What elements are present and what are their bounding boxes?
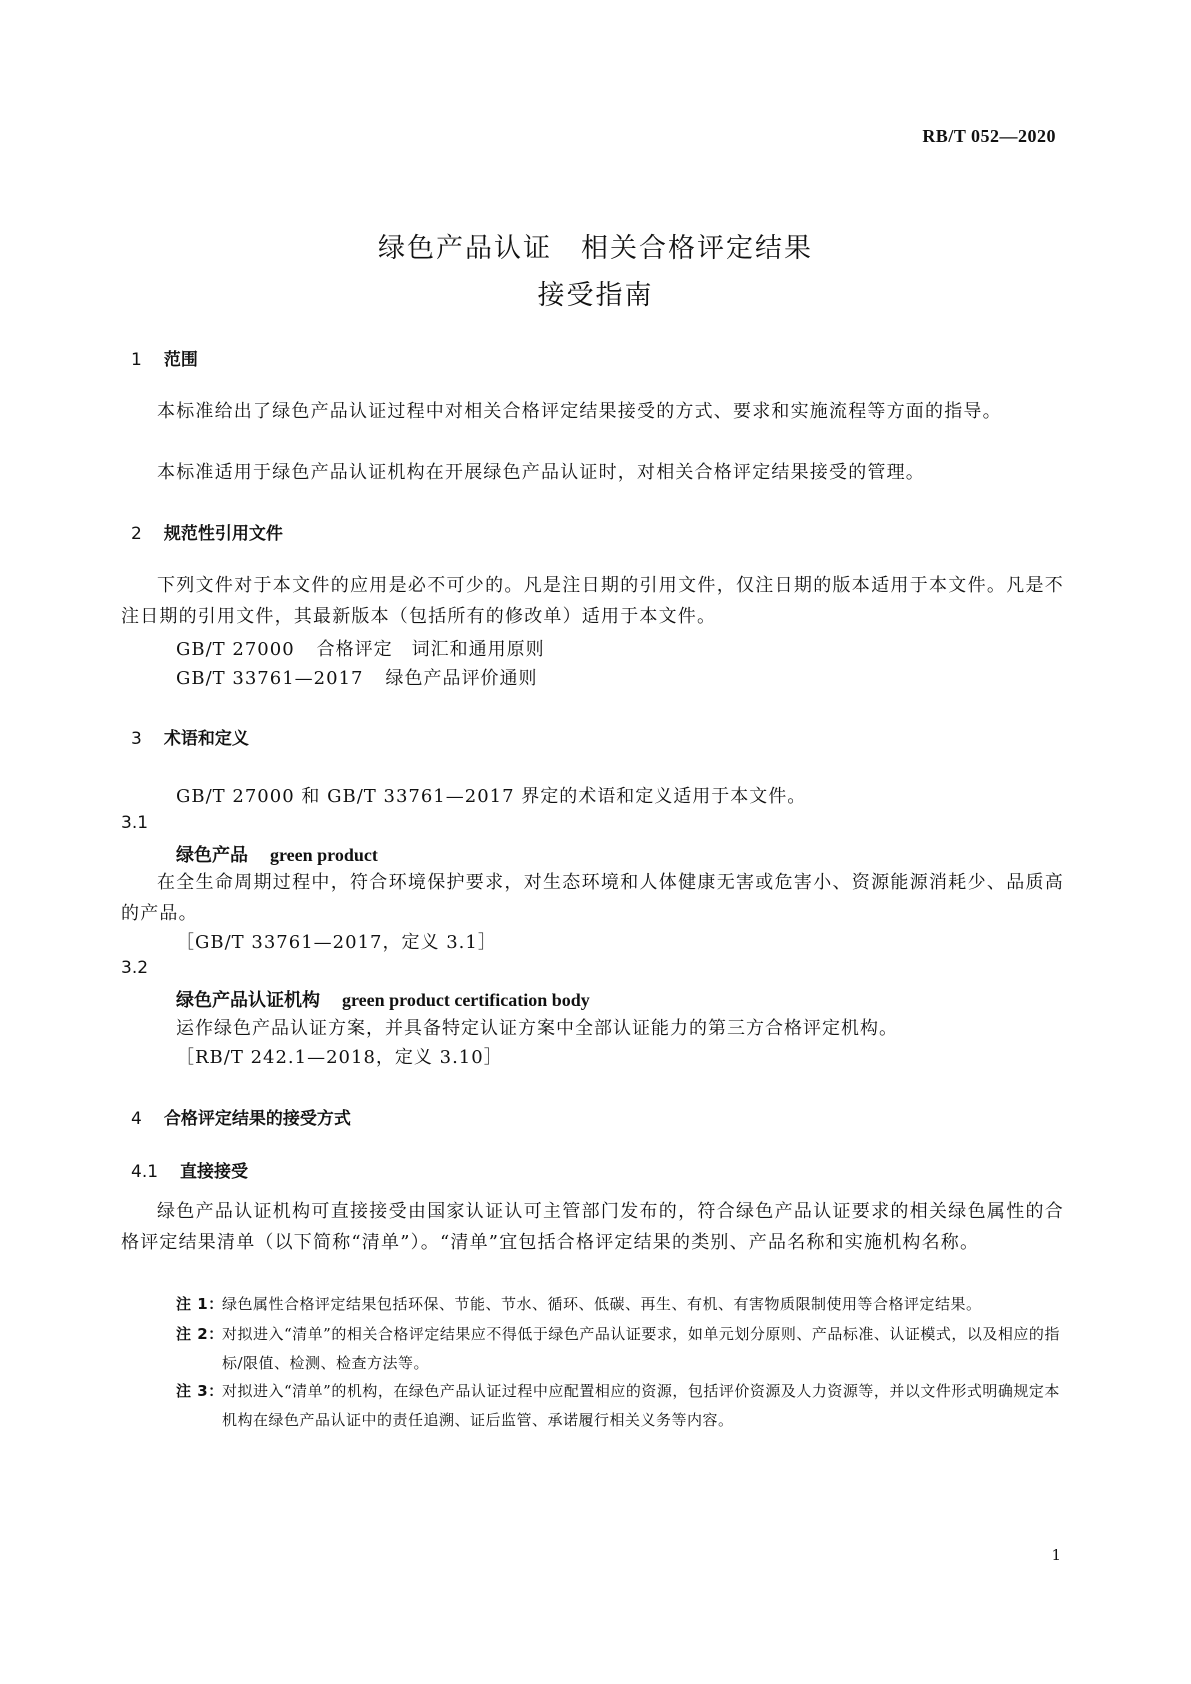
note-text: 对拟进入“清单”的机构，在绿色产品认证过程中应配置相应的资源，包括评价资源及人力资源等，并以文件形式明确规定本机构在绿色产品认证中的责任追溯、证后监管、承诺履行相关义务等内容。 (222, 1382, 1060, 1429)
note-item (176, 1290, 1060, 1319)
section-3-heading (131, 724, 249, 749)
note-text: 绿色属性合格评定结果包括环保、节能、节水、循环、低碳、再生、有机、有害物质限制使用等合格评定结果。 (222, 1295, 982, 1313)
note-label: 注 3： (176, 1382, 224, 1400)
term-zh: 绿色产品认证机构 (176, 990, 320, 1011)
section-title: 范围 (163, 350, 198, 370)
subsection-number: 4.1 (131, 1162, 159, 1182)
standard-number: RB/T 052—2020 (922, 126, 1056, 146)
section-number: 2 (131, 524, 142, 544)
term-source: ［GB/T 33761—2017，定义 3.1］ (176, 932, 497, 953)
paragraph: 绿色产品认证机构可直接接受由国家认证认可主管部门发布的，符合绿色产品认证要求的相关绿色属性的合格评定结果清单（以下简称“清单”）。“清单”宜包括合格评定结果的类别、产品名称和实施机构名称。 (121, 1201, 1064, 1253)
section-title: 合格评定结果的接受方式 (163, 1109, 351, 1129)
reference-item (176, 664, 537, 690)
note-label: 注 1： (176, 1295, 224, 1313)
document-title-line2: 接受指南 (537, 280, 654, 311)
section-title: 规范性引用文件 (163, 524, 283, 544)
term-number: 3.2 (121, 958, 149, 978)
section-1-heading (131, 345, 198, 370)
section-title: 术语和定义 (163, 729, 249, 749)
term-number: 3.1 (121, 813, 149, 833)
subsection-4-1-heading (131, 1157, 248, 1182)
term-heading (176, 841, 378, 867)
paragraph: 下列文件对于本文件的应用是必不可少的。凡是注日期的引用文件，仅注日期的版本适用于本文件。凡是不注日期的引用文件，其最新版本（包括所有的修改单）适用于本文件。 (121, 575, 1064, 627)
note-text: 对拟进入“清单”的相关合格评定结果应不得低于绿色产品认证要求，如单元划分原则、产品标准、认证模式，以及相应的指标/限值、检测、检查方法等。 (222, 1325, 1060, 1372)
paragraph: 本标准适用于绿色产品认证机构在开展绿色产品认证时，对相关合格评定结果接受的管理。 (157, 462, 925, 483)
document-title-line1: 绿色产品认证 相关合格评定结果 (378, 233, 813, 264)
note-label: 注 2： (176, 1325, 224, 1343)
section-number: 3 (131, 729, 142, 749)
term-source: ［RB/T 242.1—2018，定义 3.10］ (176, 1047, 503, 1068)
note-item (176, 1320, 1060, 1378)
section-number: 4 (131, 1109, 142, 1129)
reference-title: 绿色产品评价通则 (385, 668, 538, 689)
term-en: green product certification body (342, 990, 590, 1010)
term-definition: 在全生命周期过程中，符合环境保护要求，对生态环境和人体健康无害或危害小、资源能源消耗少、品质高的产品。 (121, 872, 1064, 924)
reference-code: GB/T 33761—2017 (176, 668, 364, 689)
subsection-title: 直接接受 (180, 1162, 249, 1182)
term-definition: 运作绿色产品认证方案，并具备特定认证方案中全部认证能力的第三方合格评定机构。 (176, 1018, 898, 1039)
reference-title: 合格评定 词汇和通用原则 (316, 639, 545, 660)
paragraph: 本标准给出了绿色产品认证过程中对相关合格评定结果接受的方式、要求和实施流程等方面的指导。 (157, 401, 1002, 422)
note-item (176, 1377, 1060, 1435)
section-2-heading (131, 519, 283, 544)
term-heading (176, 986, 590, 1012)
reference-code: GB/T 27000 (176, 639, 295, 660)
paragraph: GB/T 27000 和 GB/T 33761—2017 界定的术语和定义适用于本文件。 (176, 786, 807, 807)
term-en: green product (270, 845, 378, 865)
reference-item (176, 635, 545, 661)
page-number: 1 (1051, 1546, 1061, 1564)
term-zh: 绿色产品 (176, 845, 248, 866)
section-4-heading (131, 1104, 351, 1129)
section-number: 1 (131, 350, 142, 370)
